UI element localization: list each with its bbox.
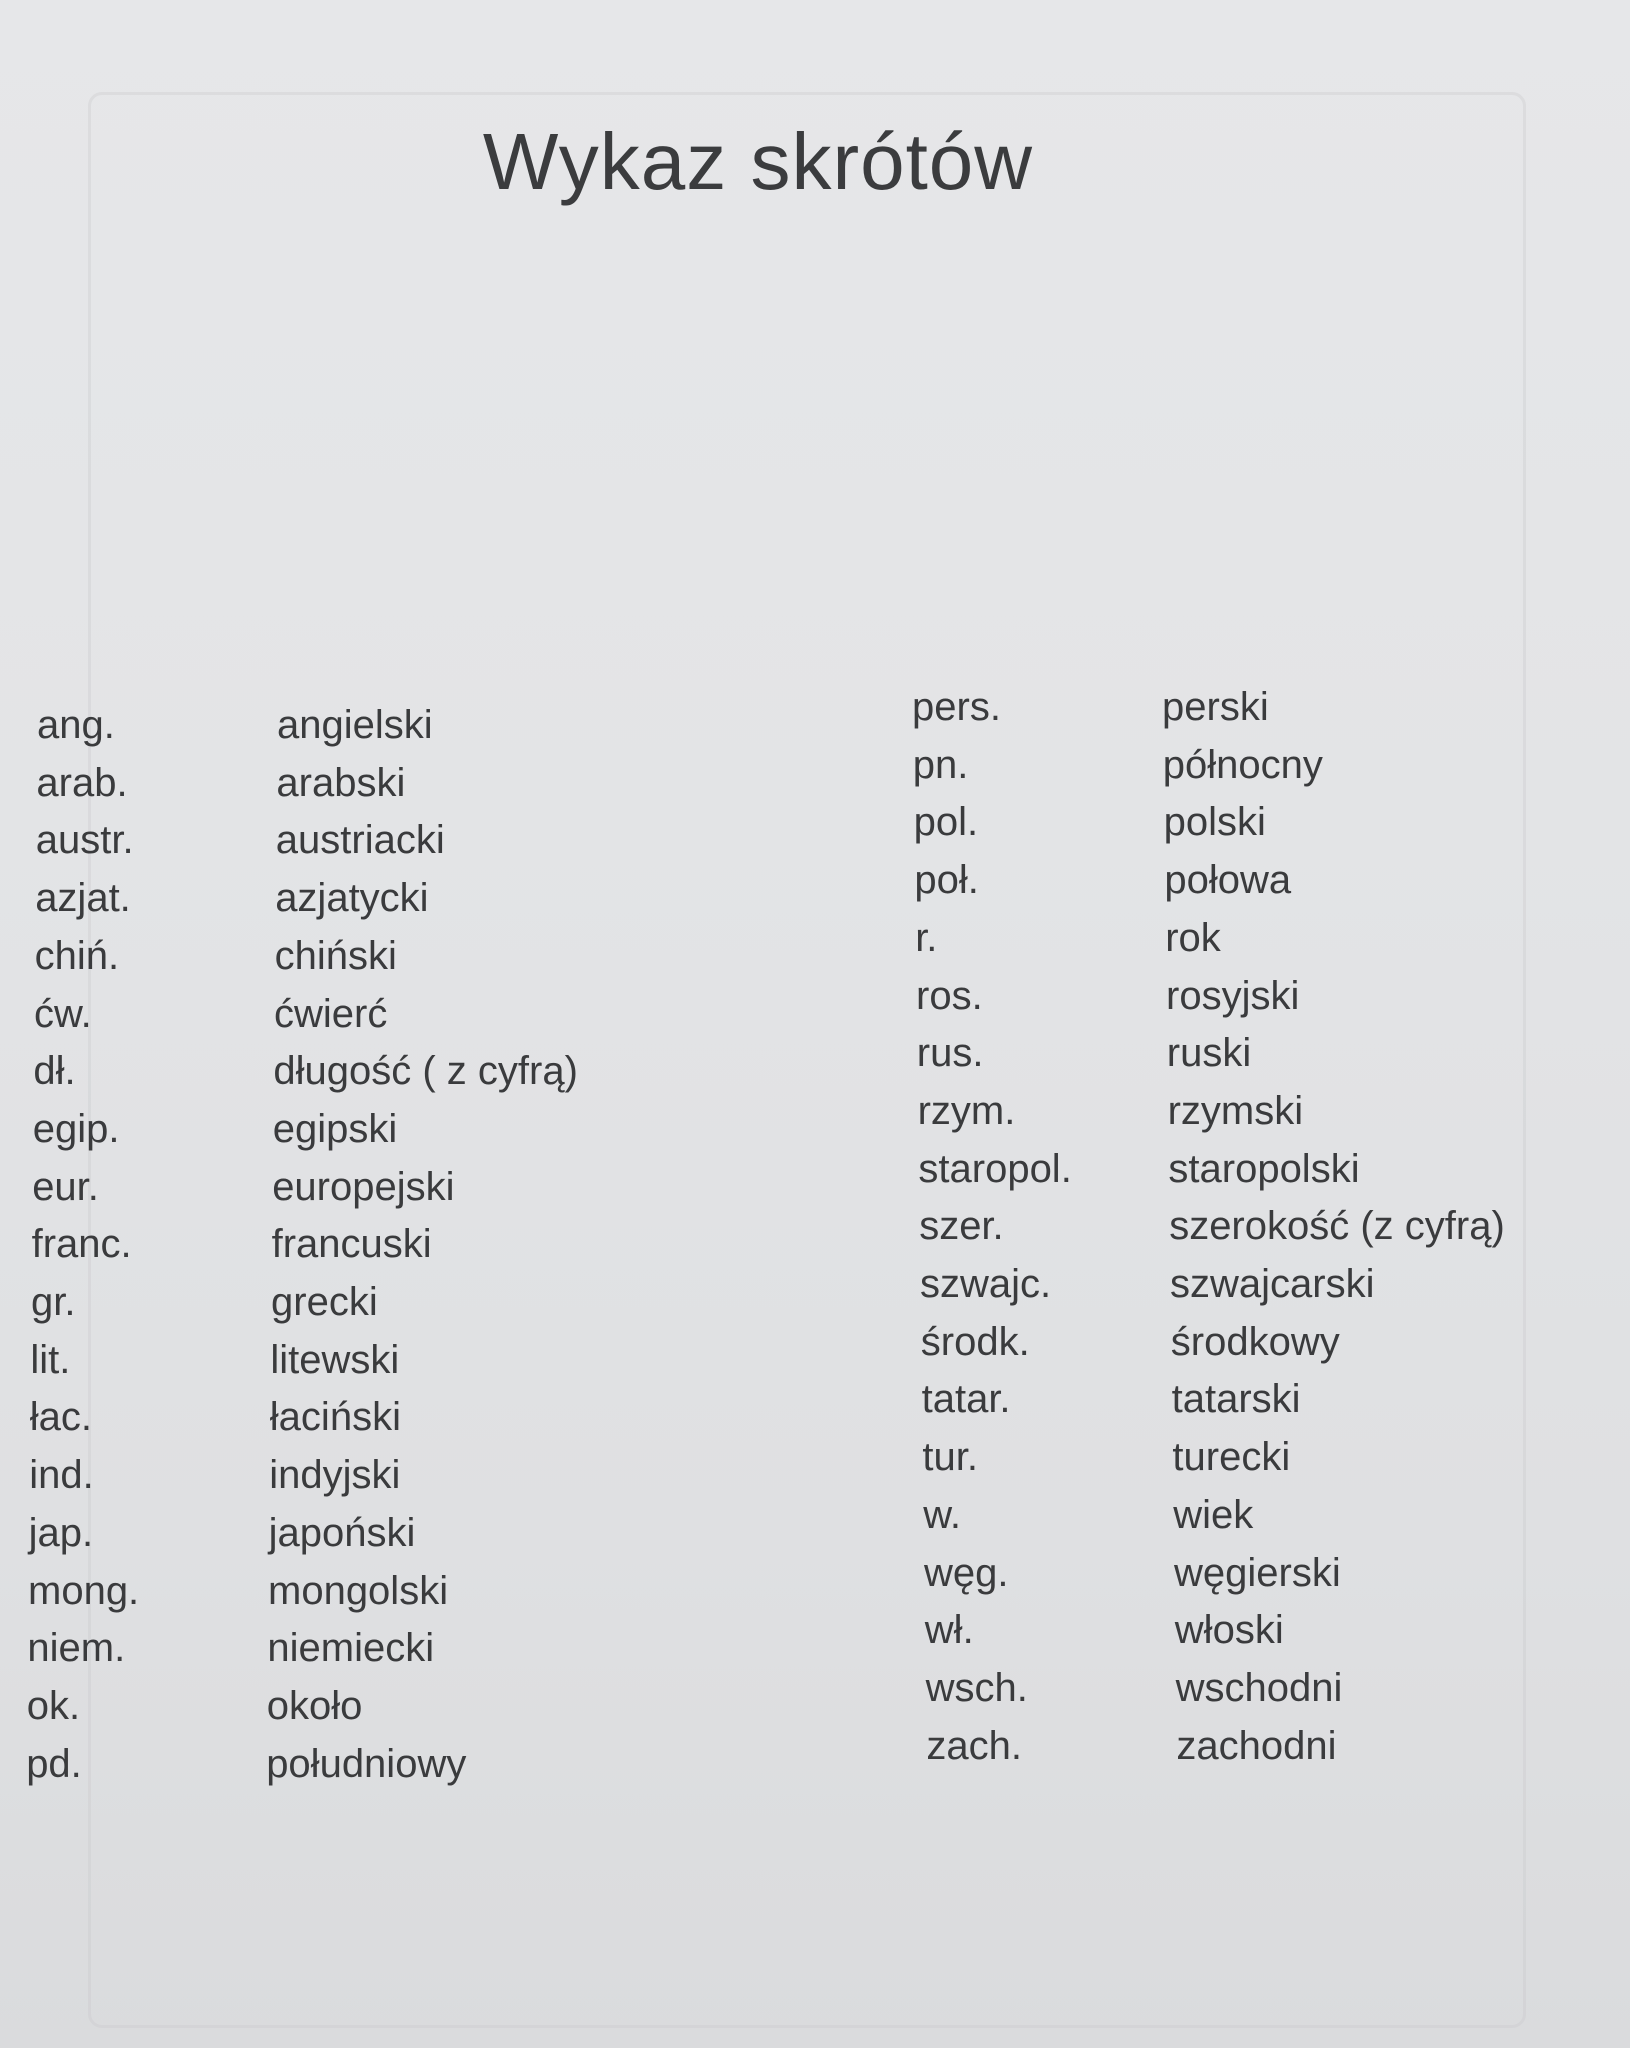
abbreviation-meaning: japoński: [268, 1510, 416, 1555]
abbreviation: franc.: [31, 1222, 132, 1267]
abbreviation-meaning: polski: [1163, 800, 1266, 845]
abbreviation: ros.: [916, 973, 983, 1018]
abbreviation: austr.: [35, 818, 134, 863]
abbreviation-meaning: mongolski: [268, 1568, 449, 1613]
abbreviation-meaning: tatarski: [1171, 1377, 1301, 1422]
abbreviation-meaning: niemiecki: [267, 1626, 435, 1671]
abbreviation: rus.: [916, 1031, 984, 1076]
abbreviation-meaning: europejski: [272, 1164, 455, 1209]
abbreviation: pers.: [912, 685, 1001, 729]
abbreviation-meaning: szerokość (z cyfrą): [1169, 1204, 1505, 1249]
abbreviation: węg.: [924, 1550, 1009, 1595]
abbreviation-meaning: wiek: [1173, 1492, 1254, 1537]
abbreviation-meaning: rok: [1165, 915, 1221, 960]
abbreviation: eur.: [32, 1164, 99, 1209]
abbreviation: w.: [923, 1492, 961, 1537]
abbreviation: mong.: [28, 1568, 140, 1613]
abbreviation: łac.: [29, 1395, 93, 1440]
abbreviation-meaning: środkowy: [1170, 1319, 1340, 1364]
abbreviation-meaning: ruski: [1166, 1031, 1252, 1076]
abbreviation: ang.: [37, 703, 115, 747]
abbreviation-meaning: litewski: [270, 1337, 400, 1382]
abbreviation: pd.: [26, 1741, 82, 1786]
abbreviation: egip.: [32, 1106, 120, 1151]
abbreviation-meaning: północny: [1162, 742, 1323, 787]
abbreviation: wł.: [924, 1608, 974, 1653]
abbreviation-meaning: perski: [1162, 685, 1269, 729]
abbreviation-meaning: długość ( z cyfrą): [273, 1049, 578, 1094]
abbreviation: dł.: [33, 1049, 76, 1094]
abbreviation: azjat.: [35, 876, 131, 921]
abbreviation: szer.: [919, 1204, 1004, 1249]
abbreviation-meaning: włoski: [1174, 1608, 1284, 1653]
abbreviation: chiń.: [34, 933, 120, 978]
abbreviation-meaning: egipski: [272, 1106, 398, 1151]
abbreviation: szwajc.: [920, 1262, 1052, 1306]
abbreviation: zach.: [926, 1723, 1022, 1768]
abbreviation-meaning: rosyjski: [1166, 973, 1300, 1018]
abbreviation-meaning: ćwierć: [274, 991, 388, 1036]
abbreviation-meaning: około: [266, 1683, 363, 1728]
abbreviation-meaning: wschodni: [1175, 1665, 1343, 1710]
abbreviation: lit.: [30, 1337, 71, 1382]
abbreviation-meaning: azjatycki: [275, 876, 429, 921]
abbreviation-meaning: arabski: [276, 760, 406, 805]
abbreviation: arab.: [36, 760, 128, 805]
abbreviation-meaning: austriacki: [275, 818, 445, 863]
abbreviation: jap.: [28, 1510, 94, 1555]
abbreviation: tatar.: [921, 1377, 1011, 1422]
abbreviation-meaning: rzymski: [1167, 1088, 1304, 1133]
abbreviation: środk.: [920, 1319, 1030, 1364]
abbreviation: pol.: [913, 800, 979, 845]
abbreviation: rzym.: [917, 1088, 1016, 1133]
abbreviation: ok.: [26, 1683, 81, 1728]
abbreviation-meaning: szwajcarski: [1170, 1262, 1375, 1306]
abbreviation-meaning: turecki: [1172, 1435, 1291, 1480]
abbreviation: gr.: [31, 1280, 76, 1324]
abbreviation: staropol.: [918, 1146, 1072, 1191]
abbreviation-meaning: francuski: [271, 1222, 432, 1267]
abbreviation: ind.: [29, 1453, 94, 1498]
abbreviation: poł.: [914, 858, 979, 903]
abbreviation: tur.: [922, 1435, 978, 1480]
page-title: Wykaz skrótów: [482, 117, 1034, 206]
abbreviation-meaning: grecki: [271, 1280, 378, 1324]
abbreviation-meaning: staropolski: [1168, 1146, 1360, 1191]
abbreviation-meaning: chiński: [274, 933, 397, 978]
abbreviation: ćw.: [34, 991, 92, 1036]
abbreviation-meaning: połowa: [1164, 858, 1292, 903]
abbreviation: niem.: [27, 1626, 126, 1671]
abbreviation: pn.: [912, 742, 969, 787]
abbreviation-meaning: węgierski: [1174, 1550, 1341, 1595]
abbreviation-meaning: angielski: [277, 703, 433, 747]
abbreviation: wsch.: [925, 1665, 1028, 1710]
abbreviation-meaning: indyjski: [269, 1453, 401, 1498]
abbreviation-meaning: zachodni: [1176, 1723, 1337, 1768]
abbreviation: r.: [915, 915, 938, 960]
abbreviation-meaning: południowy: [266, 1741, 467, 1786]
abbreviation-meaning: łaciński: [269, 1395, 401, 1440]
